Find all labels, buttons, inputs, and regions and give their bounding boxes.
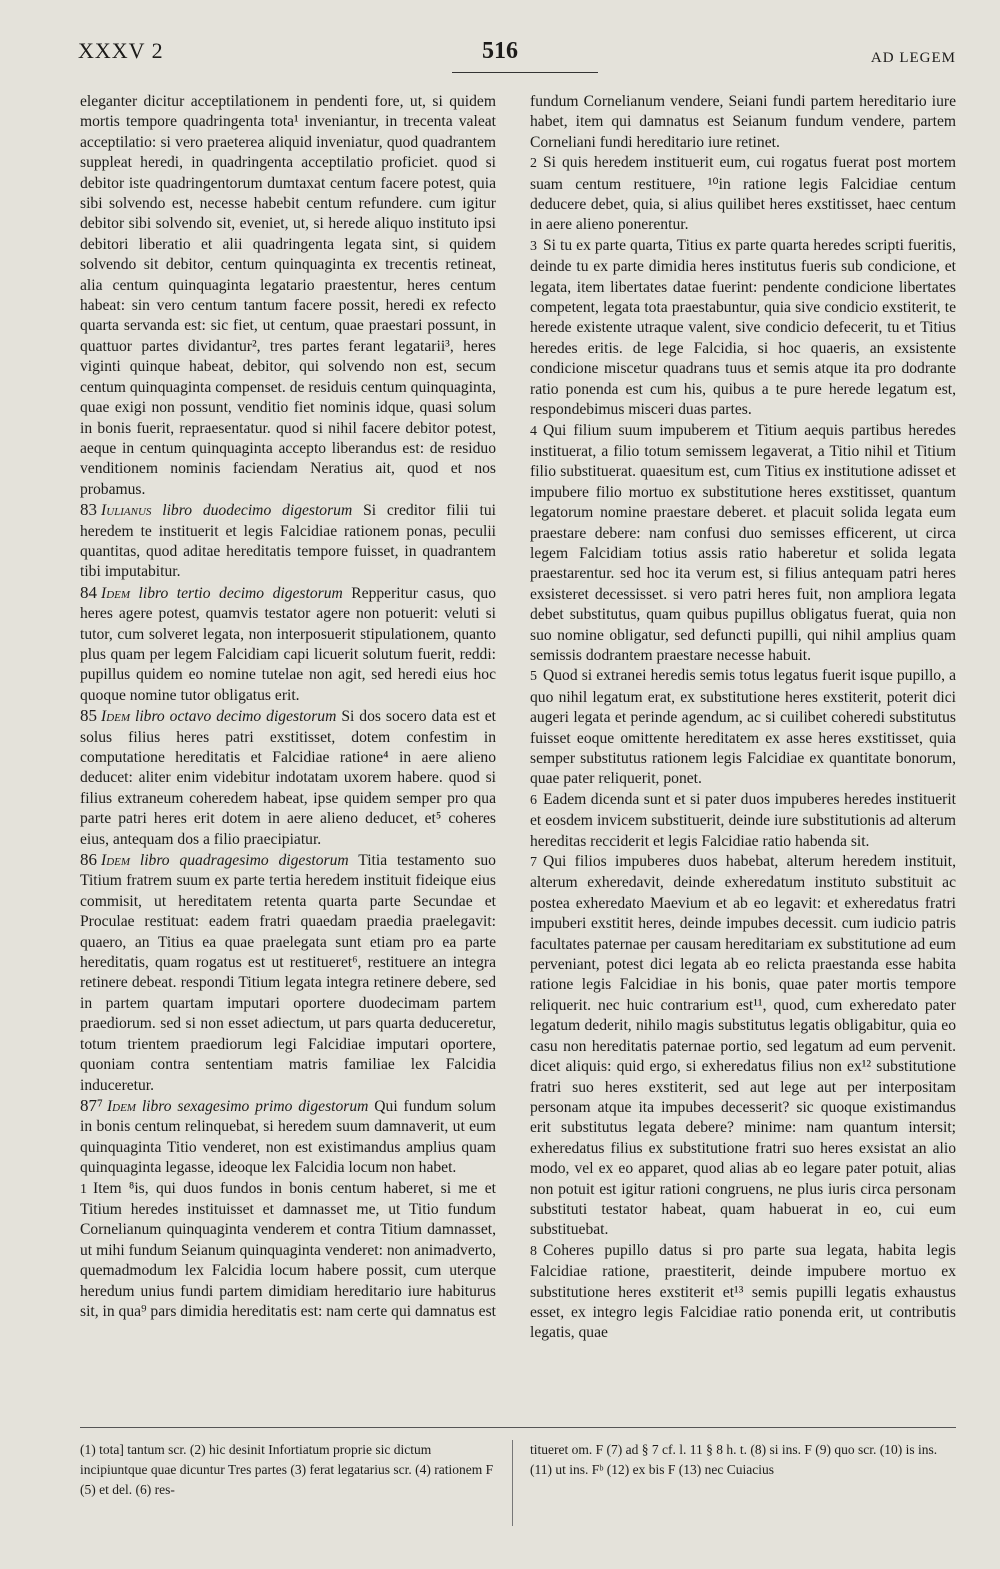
section-number: 8 <box>530 1243 537 1259</box>
fragment-source <box>101 585 343 602</box>
section-number: 5 <box>530 669 537 685</box>
right-text-column <box>530 92 956 1344</box>
footnote-separator <box>512 1440 513 1526</box>
footnote-rule <box>80 1427 956 1428</box>
fragment-author: Idem <box>101 852 131 870</box>
paragraph-text: Si tu ex parte quarta, Titius ex parte quarta heredes scripti fueritis, deinde tu ex parte dimidia heres institutus fueris sub condicione, et legata, item libertates datae fuerint: pendente condicione libertates competent, legata tota praestabuntur, quia sive condicio exstiterit, te herede existente utraque valent, sive condicio defecerit, tu et Titius heredes eritis. de lege Falcidia, si hoc quaeris, an exsistente condicione miscetur quadrans tuus et semis atque ita pro dodrante ratio ponenda est cum his, quibus a te pure herede legatum est, respondebimus misceri duas partes. <box>530 236 956 419</box>
section-paragraph <box>530 666 956 789</box>
fragment-number: 85 <box>80 706 97 726</box>
section-number: 6 <box>530 792 537 808</box>
fragment-work: libro quadragesimo digestorum <box>139 852 349 870</box>
section-number: 7 <box>530 855 537 871</box>
fragment-source <box>107 1098 369 1115</box>
section-paragraph <box>530 1241 956 1344</box>
header-rule <box>452 72 598 73</box>
paragraph-text: Item ⁸is, qui duos fundos in bonis centum haberet, si me et Titium heredes instituisset et damnasset me, ut Titio fundum Cornelianum quinquaginta venderem et contra Titium damnasset, ut mihi fundum Seianum quinquaginta venderet: non animadverto, quemadmodum lex Falcidia locum habere possit, cum uterque heredum unius fundi partem dimidiam hereditario iure habiturus sit, in qua⁹ pars dimidia hereditatis est: nam certe qui damnatus est <box>80 1179 496 1320</box>
continuation-paragraph <box>80 92 496 500</box>
section-number: 2 <box>530 156 537 172</box>
section-paragraph <box>530 790 956 852</box>
paragraph-text: Qui filios impuberes duos habebat, alterum heredem instituit, alterum exheredavit, deinde exheredatum instituto substituit ac postea exheredato Maevium et ab eo legavit: et exheredatus fratri impuberi exstitit heres, deinde impubes decessit. cum iudicio patris facultates paternae per causam hereditariam ex substitutione ad eum perveniant, potest dici legata ab eo relicta praestanda esse habita ratione legis Falcidiae in his bonis, quae pater mortis tempore reliquerit. nec huic contrarium est¹¹, quod, cum exheredato pater legatum dederit, nihilo magis substitutus legatis obligabitur, quia eo casu non hereditatis paternae portio, sed legatum ad eum pervenit. dicet aliquis: quid ergo, si exheredatus filius non ex¹² substitutione fratri suo heres exstiterit, sed aut lege aut per interpositam personam atque ita impubes decesserit? sic quoque existimandus erit substitutus legata debere? minime: nam quantum intersit; exheredatus filius ex substitutione fratri suo heres exsistat an alio modo, vel ex eo apparet, quod alias ab eo legare pater potuit, alias non potuit est igitur rationi congruens, ne plus iuris circa personam substituti testator habeat, quam habuerat in eo, cui eum substituebat. <box>530 853 956 1239</box>
section-paragraph <box>530 852 956 1241</box>
fragment-number: 84 <box>80 582 97 602</box>
paragraph-text: Quod si extranei heredis semis totus legatus fuerit isque pupillo, a quo nihil legatum erat, ex substitutione heres exstiterit, poterit dici augeri legata et perinde agendum, ac si cuilibet coheredi substitutus fuisset eoque omittente hereditatem ex asse heres exstitisset, quia semper substitutus rationem legis Falcidiae ex quantitate bonorum, quae pater reliquerit, ponet. <box>530 667 956 788</box>
section-number: 4 <box>530 423 537 439</box>
fragment-number: 86 <box>80 850 97 870</box>
footnotes-right: titueret om. F (7) ad § 7 cf. l. 11 § 8 h. t. (8) si ins. F (9) quo scr. (10) is ins. (11) ut ins. Fᵇ (12) ex bis F (13) nec Cuiacius <box>530 1442 938 1477</box>
paragraph-text: eleganter dicitur acceptilationem in pendenti fore, ut, si quidem mortis tempore quadringenta tota¹ inveniantur, in trecenta valeat acceptilatio: si vero praeterea aliquid inveniatur, quod quadrantem suppleat heredi, in quadringenta acceptilatio proficiet. quod si debitor iste quadringentorum dumtaxat centum facere potest, quia sibi solvendo est, necesse habebit centum refundere. cum igitur debitor sibi solvendo sit, eveniet, ut, si herede aliquo instituto ipsi debitori liberatio et alii quadringenta legata sint, si quidem solvendo sit debitor, centum quinquaginta ex trecentis retineat, alia centum quinquaginta legatario praestentur, heres centum habeat: sin vero centum tantum facere possit, heredi ex refecto quarta servanda est: sic fiet, ut centum, quae praestari possunt, in quattuor partes dividantur², tres partes ferant legatarii³, heres viginti quinque habeat, debitor, qui solvendo non est, secum centum quinquaginta compenset. de residuis centum quinquaginta, quae exigi non possunt, venditio fiet nominis idque, quasi solum in bonis fuerit, repraesentatur. quod si nihil facere debitor potest, aeque in centum quinquaginta accepto liberandus est: de residuo venditionem nominis faciendam Neratius ait, quod et nos probamus. <box>80 93 496 498</box>
section-paragraph <box>530 421 956 667</box>
fragment-paragraph <box>80 706 496 850</box>
section-number: 3 <box>530 238 537 254</box>
paragraph-text: Qui filium suum impuberem et Titium aequis partibus heredes instituerat, a filio totum semissem legaverat, a Titio nihil et Titium filio substituerat. quaesitum est, cum Titius ex institutione adisset et impubere filio mortuo ex substitutione heres exstitisset, quantum legatorum nomine praestare deberet. et placuit solida legata eum praestare debere: nam confusi duo semisses efficerent, ut circa legem Falcidiam totius assis ratio haberetur et solida legata praestarentur. sed hoc ita verum est, si filius antequam patri heres exsisteret decessisset. si vero patri heres fuit, non ampliora legata debet substitutus, quam quibus pupillus obligatus fuerat, quia non suo nomine obligatur, sed defuncti pupilli, qui nihil amplius quam semissis dodrantem praestare necesse habuit. <box>530 421 956 664</box>
fragment-source <box>101 502 352 519</box>
fragment-paragraph <box>80 1096 496 1179</box>
paragraph-text: Eadem dicenda sunt et si pater duos impuberes heredes instituerit et eosdem invicem substituerit, deinde iure substitutionis ad alterum hereditas recciderit et legis Falcidiae ratio habenda sit. <box>530 790 956 850</box>
fragment-author: Iulianus <box>101 502 152 520</box>
left-text-column <box>80 92 496 1322</box>
page-number: 516 <box>482 38 518 64</box>
fragment-number: 83 <box>80 500 97 520</box>
paragraph-text: Coheres pupillo datus si pro parte sua legata, habita legis Falcidiae ratione, praestiterit, deinde impubere mortuo ex substitutione heres exstiterit et¹³ semis pupilli legatis exhaustus esset, ex integro legis Falcidiae ratio ponenda erit, ut contributis legatis, quae <box>530 1241 956 1342</box>
paragraph-text: fundum Cornelianum vendere, Seiani fundi partem hereditario iure habet, item qui damnatus est Seianum fundum vendere, partem Corneliani fundi hereditario iure retinet. <box>530 93 956 151</box>
fragment-paragraph <box>80 583 496 706</box>
fragment-work: libro sexagesimo primo digestorum <box>141 1097 369 1115</box>
fragment-author: Idem <box>101 584 131 602</box>
paragraph-text: Si quis heredem instituerit eum, cui rogatus fuerat post mortem suam centum restituere, ¹⁰in ratione legis Falcidiae centum deducere debet, quia, si alius quilibet heres exstitisset, haec centum in aere alieno ponerentur. <box>530 154 956 234</box>
paragraph-text: Qui fundum solum in bonis centum relinquebat, si heredem suum damnaverit, ut eum quinquaginta Titio venderet, non est existimandus amplius quam quinquaginta legasse, ideoque lex Falcidia locum non habet. <box>80 1097 497 1177</box>
fragment-paragraph <box>80 500 496 583</box>
fragment-author: Idem <box>106 1097 136 1115</box>
section-paragraph <box>80 1179 496 1323</box>
fragment-source <box>101 708 336 725</box>
running-head-left: XXXV 2 <box>78 38 164 63</box>
fragment-work: libro octavo decimo digestorum <box>134 708 337 726</box>
paragraph-text: Titia testamento suo Titium fratrem suum ex parte tertia heredem instituit fideique eius commisit, ut hereditatem retenta quarta parte Secundae et Proculae restituat: eadem fratri quaedam praedia praelegavit: quaero, an Titius ea quae praelegata sunt etiam pro ea parte hereditatis, quam rogatus est ut restitueret⁶, restituere an integra retinere debeat. respondi Titium legata integra retinere debere, sed in partem quartam imputari oportere duodecimam partem praediorum. sed si non esset adiectum, ut pars quarta deduceretur, totum trientem praediorum legi Falcidiae imputari oportere, quoniam contra sententiam matris familiae lex Falcidia induceretur. <box>80 852 496 1094</box>
section-number: 1 <box>80 1181 87 1197</box>
fragment-author: Idem <box>101 708 131 726</box>
section-paragraph <box>530 236 956 421</box>
fragment-number: 87⁷ <box>80 1095 103 1115</box>
running-head-right: AD LEGEM <box>870 50 956 66</box>
fragment-source <box>101 852 349 869</box>
fragment-paragraph <box>80 850 496 1096</box>
paragraph-text: Si creditor filii tui heredem te instituerit et legis Falcidiae rationem ponas, peculii quantitas, quod aditae hereditatis tempore fuisset, in quadrantem tibi imputabitur. <box>80 502 496 581</box>
fragment-work: libro tertio decimo digestorum <box>138 584 343 602</box>
fragment-work: libro duodecimo digestorum <box>162 502 353 520</box>
continuation-paragraph <box>530 92 956 153</box>
paragraph-text: Repperitur casus, quo heres agere potest, quamvis testator agere non potuerit: veluti si tutor, cum solveret legata, non interposuerit stipulationem, quanto plus quam per legem Falcidiam capi licuerit solutum fuerit, reddi: pupillus quidem eo nomine tutelae non agit, sed heredi eius hoc quoque nomine tutor obligatus erit. <box>80 584 496 704</box>
footnotes-left: (1) tota] tantum scr. (2) hic desinit Infortiatum proprie sic dictum incipiuntque quae dicuntur Tres partes (3) ferat legatarius scr. (4) rationem F (5) et del. (6) res- <box>80 1442 494 1497</box>
section-paragraph <box>530 153 956 236</box>
paragraph-text: Si dos socero data est et solus filius heres patri exstitisset, dotem confestim in computatione hereditatis et Falcidiae ratione⁴ in aere alieno deducet: aliter enim videbitur indotatam uxorem habere. quod si filius extraneum coheredem habeat, ipse quidem semper pro qua parte patri heres erit dotem in aere alieno deducet, et⁵ coheres eius, antequam dos a filio praecipiatur. <box>80 708 496 848</box>
